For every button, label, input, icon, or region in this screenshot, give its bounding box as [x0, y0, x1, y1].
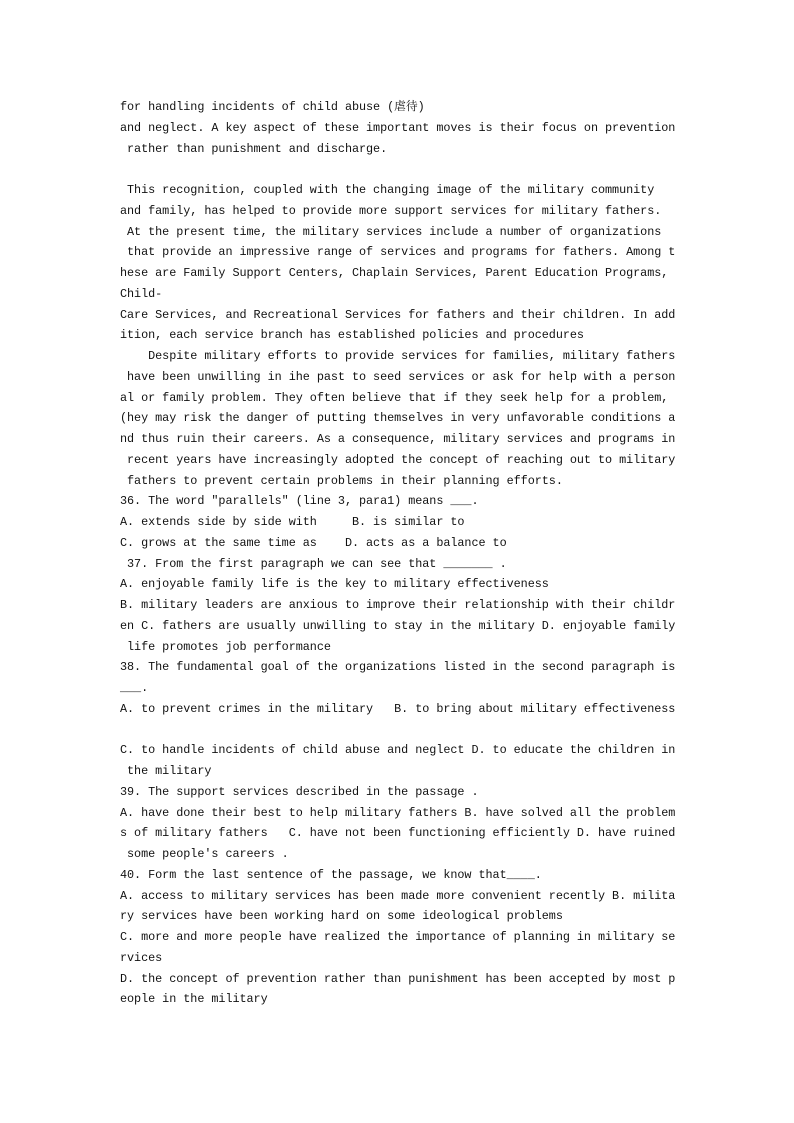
text-line: rather than punishment and discharge. — [120, 141, 388, 156]
text-line: fathers to prevent certain problems in their planning efforts. — [120, 473, 563, 488]
text-line: A. have done their best to help military fathers B. have solved all the problem — [120, 805, 676, 820]
text-line: 38. The fundamental goal of the organizations listed in the second paragraph is — [120, 660, 676, 675]
text-line: for handling incidents of child abuse (虐待) — [120, 100, 425, 114]
text-line: This recognition, coupled with the changing image of the military community — [120, 183, 655, 197]
text-line: A. access to military services has been made more convenient recently B. milita — [120, 888, 676, 903]
text-line: 37. From the first paragraph we can see that _______ . — [120, 556, 507, 571]
text-line: 40. Form the last sentence of the passage, we know that____. — [120, 867, 542, 882]
text-line: A. extends side by side with B. is similar to — [120, 515, 465, 529]
text-line: eople in the military — [120, 992, 268, 1007]
text-line: ___. — [120, 681, 149, 695]
text-line: ry services have been working hard on some ideological problems — [120, 909, 563, 924]
text-line: have been unwilling in ihe past to seed services or ask for help with a person — [120, 369, 676, 384]
text-line: (hey may risk the danger of putting themselves in very unfavorable conditions a — [120, 411, 676, 426]
text-line: al or family problem. They often believe that if they seek help for a problem, — [120, 390, 669, 405]
blank-line — [120, 720, 680, 741]
text-line: 39. The support services described in the passage . — [120, 784, 479, 799]
document-body — [120, 97, 680, 1010]
text-line: life promotes job performance — [120, 639, 331, 654]
text-line: recent years have increasingly adopted the concept of reaching out to military — [120, 452, 676, 467]
text-line: Child- — [120, 286, 163, 301]
text-line: Despite military efforts to provide services for families, military fathers — [120, 349, 676, 363]
text-line: nd thus ruin their careers. As a consequence, military services and programs in — [120, 432, 676, 446]
text-line: Care Services, and Recreational Services for fathers and their children. In add — [120, 307, 676, 322]
text-line: and neglect. A key aspect of these important moves is their focus on prevention — [120, 120, 676, 135]
text-line: A. to prevent crimes in the military B. to bring about military effectiveness — [120, 701, 676, 716]
text-line: that provide an impressive range of services and programs for fathers. Among t — [120, 245, 676, 260]
text-line: 36. The word "parallels" (line 3, para1) means ___. — [120, 494, 479, 509]
text-line: At the present time, the military services include a number of organizations — [120, 224, 662, 239]
text-line: hese are Family Support Centers, Chaplain Services, Parent Education Programs, — [120, 266, 669, 280]
text-line: the military — [120, 764, 212, 778]
text-line: C. more and more people have realized the importance of planning in military se — [120, 930, 676, 944]
text-line: A. enjoyable family life is the key to military effectiveness — [120, 577, 549, 592]
text-line: en C. fathers are usually unwilling to stay in the military D. enjoyable family — [120, 618, 676, 633]
text-line: B. military leaders are anxious to improve their relationship with their childr — [120, 598, 676, 612]
blank-line — [120, 159, 680, 180]
text-line: s of military fathers C. have not been functioning efficiently D. have ruined — [120, 826, 676, 841]
text-line: C. grows at the same time as D. acts as a balance to — [120, 535, 507, 550]
text-line: C. to handle incidents of child abuse and neglect D. to educate the children in — [120, 743, 676, 758]
text-line: ition, each service branch has established policies and procedures — [120, 328, 584, 343]
text-line: rvices — [120, 950, 163, 965]
text-line: some people's careers . — [120, 847, 289, 861]
text-line: and family, has helped to provide more support services for military fathers. — [120, 203, 662, 218]
text-line: D. the concept of prevention rather than punishment has been accepted by most p — [120, 971, 676, 986]
